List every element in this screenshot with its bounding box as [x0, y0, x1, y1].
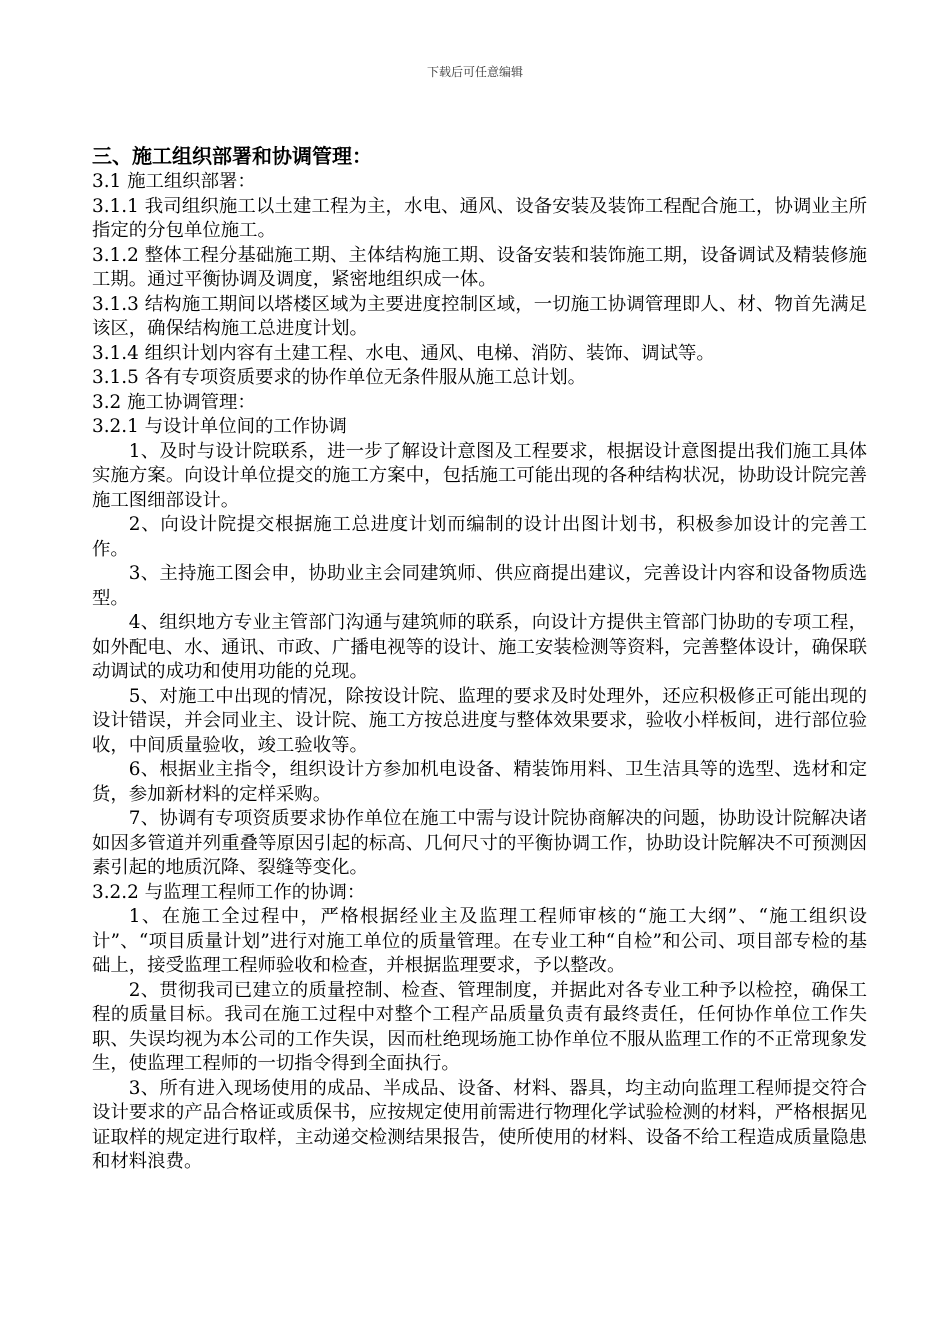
paragraph-3-1-2: 3.1.2 整体工程分基础施工期、主体结构施工期、设备安装和装饰施工期，设备调试及精装修施工期。通过平衡协调及调度，紧密地组织成一体。 — [92, 244, 867, 290]
page-header-note: 下载后可任意编辑 — [426, 65, 523, 79]
section-title: 三、施工组织部署和协调管理： — [92, 144, 372, 168]
list-item: 1、在施工全过程中，严格根据经业主及监理工程师审核的“施工大纲”、“施工组织设计”、“项目质量计划”进行对施工单位的质量管理。在专业工种“自检”和公司、项目部专检的基础上，接受监理工程师验收和检查，并根据监理要求，予以整改。 — [92, 906, 867, 976]
list-item: 5、对施工中出现的情况，除按设计院、监理的要求及时处理外，还应积极修正可能出现的设计错误，并会同业主、设计院、施工方按总进度与整体效果要求，验收小样板间，进行部位验收，中间质量验收，竣工验收等。 — [92, 685, 867, 756]
list-item: 6、根据业主指令，组织设计方参加机电设备、精装饰用料、卫生洁具等的选型、选材和定货，参加新材料的定样采购。 — [92, 759, 867, 805]
subsection-heading-3-2: 3.2 施工协调管理： — [92, 391, 256, 413]
list-item: 1、及时与设计院联系，进一步了解设计意图及工程要求，根据设计意图提出我们施工具体实施方案。向设计单位提交的施工方案中，包括施工可能出现的各种结构状况，协助设计院完善施工图细部设计。 — [92, 440, 867, 511]
list-item: 3、主持施工图会申，协助业主会同建筑师、供应商提出建议，完善设计内容和设备物质选型。 — [92, 563, 867, 609]
list-item: 3、所有进入现场使用的成品、半成品、设备、材料、器具，均主动向监理工程师提交符合设计要求的产品合格证或质保书，应按规定使用前需进行物理化学试验检测的材料，严格根据见证取样的规定进行取样，主动递交检测结果报告，使所使用的材料、设备不给工程造成质量隐患和材料浪费。 — [92, 1077, 867, 1172]
subsection-heading-3-2-1: 3.2.1 与设计单位间的工作协调 — [92, 416, 347, 437]
list-item: 2、向设计院提交根据施工总进度计划而编制的设计出图计划书，积极参加设计的完善工作。 — [92, 514, 867, 560]
list-item: 7、协调有专项资质要求协作单位在施工中需与设计院协商解决的问题，协助设计院解决诸如因多管道并列重叠等原因引起的标高、几何尺寸的平衡协调工作，协助设计院解决不可预测因素引起的地质沉降、裂缝等变化。 — [92, 808, 867, 878]
list-item: 2、贯彻我司已建立的质量控制、检查、管理制度，并据此对各专业工种予以检控，确保工程的质量目标。我司在施工过程中对整个工程产品质量负责有最终责任，任何协作单位工作失职、失误均视为本公司的工作失误，因而杜绝现场施工协作单位不服从监理工作的不正常现象发生，使监理工程师的一切指令得到全面执行。 — [92, 979, 867, 1074]
paragraph-3-1-1: 3.1.1 我司组织施工以土建工程为主，水电、通风、设备安装及装饰工程配合施工，协调业主所指定的分包单位施工。 — [92, 195, 867, 241]
subsection-heading-3-1: 3.1 施工组织部署： — [92, 171, 256, 192]
paragraph-3-1-5: 3.1.5 各有专项资质要求的协作单位无条件服从施工总计划。 — [92, 367, 587, 388]
subsection-heading-3-2-2: 3.2.2 与监理工程师工作的协调： — [92, 881, 366, 903]
paragraph-3-1-3: 3.1.3 结构施工期间以塔楼区域为主要进度控制区域，一切施工协调管理即人、材、物首先满足该区，确保结构施工总进度计划。 — [92, 293, 867, 339]
list-item: 4、组织地方专业主管部门沟通与建筑师的联系，向设计方提供主管部门协助的专项工程，如外配电、水、通讯、市政、广播电视等的设计、施工安装检测等资料，完善整体设计，确保联动调试的成功和使用功能的兑现。 — [92, 612, 867, 682]
paragraph-3-1-4: 3.1.4 组织计划内容有土建工程、水电、通风、电梯、消防、装饰、调试等。 — [92, 342, 715, 364]
document-body — [92, 143, 867, 1175]
